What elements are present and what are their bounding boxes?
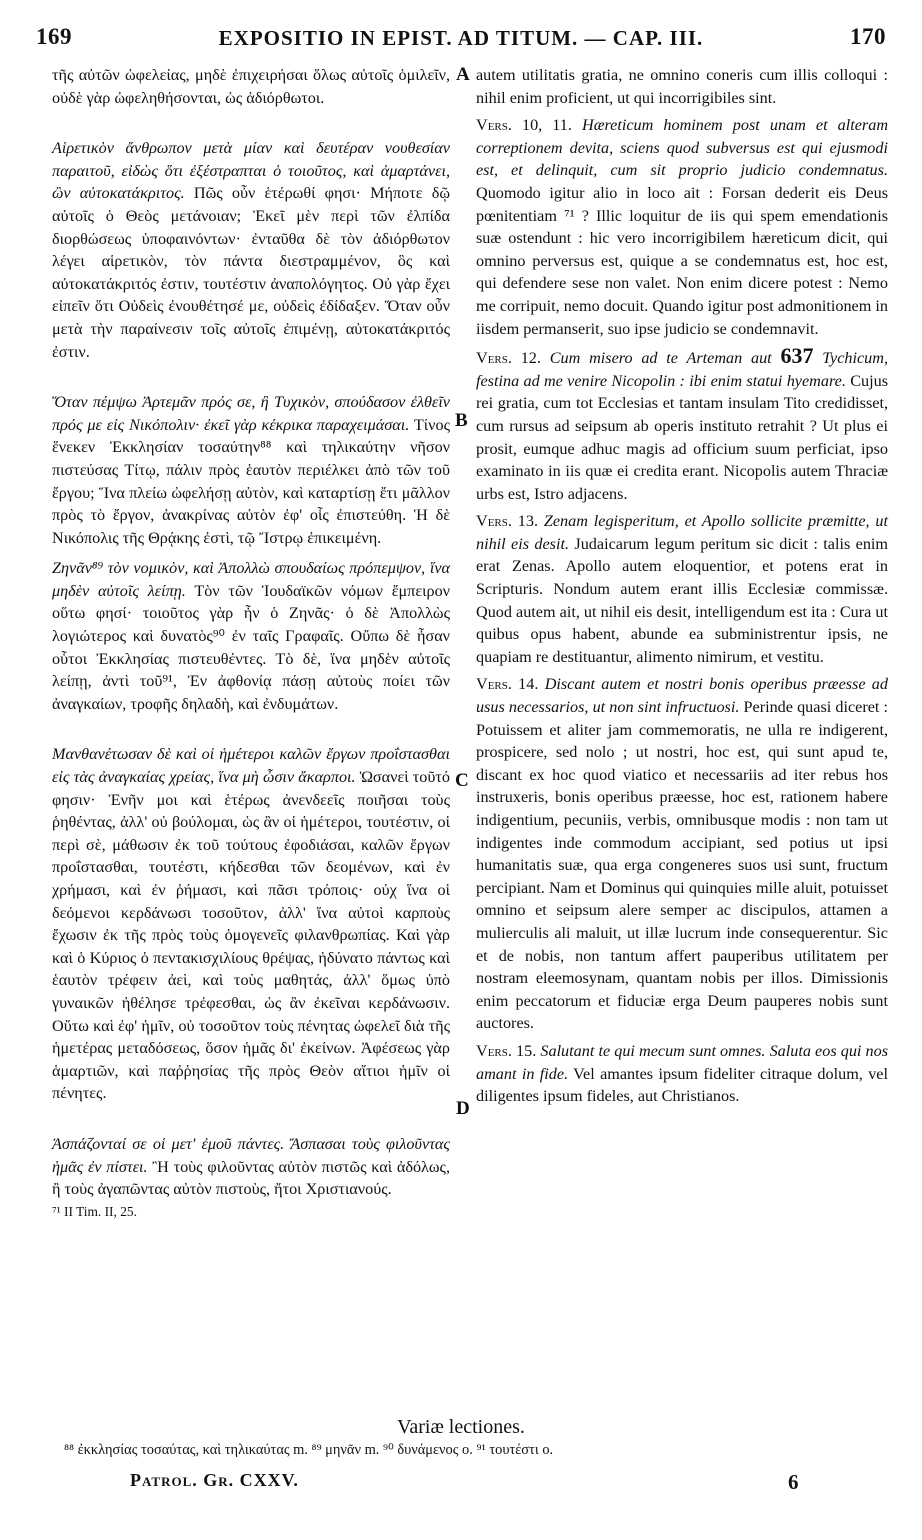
commentary-text: Τίνος ἕνεκεν Ἐκκλησίαν τοσαύτην⁸⁸ καὶ τηλικαύτην νῆσον πιστεύσας Τίτῳ, πάλιν πρὸς ἑαυτὸν περιέλκει ἀπὸ τῶν τοῦ ἔργου; Ἵνα πλείω ὠφελήσῃ αὐτὸν, καὶ καταρτίσῃ ἔτι μᾶλλον πρὸς τὸ ἔργον, ἀνακρίνας αὐτὸν ἐφ' οἷς ἐπιστεύθη. Ἡ δὲ Νικόπολις τῆς Θρᾴκης ἐστὶ, τῷ Ἴστρῳ ἐπικειμένη.: [52, 415, 450, 547]
latin-verse-14: [476, 673, 888, 1035]
greek-paragraph: [52, 391, 450, 549]
variae-lectiones-title: Variæ lectiones.: [397, 1416, 525, 1438]
latin-verse-15: [476, 1040, 888, 1108]
verse-label: Vers. 15.: [476, 1041, 537, 1060]
verse-label: Vers. 12.: [476, 349, 541, 368]
latin-paragraph: autem utilitatis gratia, ne omnino coneris cum illis colloqui : nihil enim proficient, ut qui incorrigibiles sint.: [476, 66, 888, 107]
scripture-lemma: Ὅταν πέμψω Ἀρτεμᾶν πρός σε, ἢ Τυχικὸν, σπούδασον ἐλθεῖν πρός με εἰς Νικόπολιν· ἐκεῖ γὰρ κέκρικα παραχειμάσαι.: [52, 393, 450, 434]
series-footer: Patrol. Gr. CXXV.: [130, 1470, 299, 1490]
scripture-lemma: Ζηνᾶν⁸⁹ τὸν νομικὸν, καὶ Ἀπολλὼ σπουδαίως πρόπεμψον, ἵνα μηδὲν αὐτοῖς λείπῃ.: [52, 559, 450, 600]
greek-paragraph: [52, 137, 450, 363]
verse-label: Vers. 10, 11.: [476, 116, 572, 135]
scripture-lemma: Ἀσπάζονταί σε οἱ μετ' ἐμοῦ πάντες. Ἄσπασαι τοὺς φιλοῦντας ἡμᾶς ἐν πίστει.: [52, 1134, 450, 1176]
commentary-text: Πῶς οὖν ἑτέρωθί φησι· Μήποτε δῷ αὐτοῖς ὁ Θεὸς μετάνοιαν; Ἐκεῖ μὲν περὶ τῶν ἐλπίδα διορθώσεως ὑποφαινόντων· ἐνταῦθα δὲ τὸν ἀδιόρθωτον λέγει αἱρετικὸν, τὸν πάντα διεστραμμένον, ὃς καὶ αὐτοκατάκριτός ἐστιν, τουτέστιν ἀναπολόγητος. Οὐ γὰρ ἔχει εἰπεῖν ὅτι Οὐδεὶς ἐνουθέτησέ με, οὐδεὶς ἐδίδαξεν. Ὅταν οὖν μετὰ τὴν παραίνεσιν τοῖς αὐτοῖς ἐπιμένῃ, αὐτοκατάκριτός ἐστιν.: [52, 184, 450, 361]
left-page-number: 169: [36, 24, 72, 49]
scripture-lemma: Μανθανέτωσαν δὲ καὶ οἱ ἡμέτεροι καλῶν ἔργων προΐστασθαι εἰς τὰς ἀναγκαίας χρείας, ἵνα μὴ ὦσιν ἄκαρποι.: [52, 745, 450, 787]
verse-label: Vers. 13.: [476, 512, 538, 531]
commentary-text: Perinde quasi diceret : Potuissem et aliter jam commemoratis, ne ulla re indigerent, prospicere, sed nolo ; ut nostri, hoc est, qui sunt apud te, discant ex hoc quod viatico et necessariis ad iter rebus hos instruxeris, bonis operibus præesse, hoc est, rationem habere indigentium, pecuniis, verbis, omnibusque modis : non tam ut indigentes inde commodum accipiant, sed potius ut ipsi humanitatis suæ, qua erga congeneres suos usi sunt, fructum percipiant. Nam et Dominus qui quinquies mille aluit, potuisset omnino et seipsum alere semper ac discipulos, attamen a mulierculis ali maluit, ut illæ lucrum inde consequerentur. Sic et de nobis, non tantum affert pauperibus utilitatem per nostram eleemosynam, quantam nobis per illos. Dimissionis enim peccatorum et fiduciæ erga Deum pauperes nobis sunt auctores.: [476, 698, 889, 1033]
commentary-text: Quomodo igitur alio in loco ait : Forsan dederit eis Deus pœnitentiam ⁷¹ ? Illic loquitur de iis qui spem emendationis suæ ostendunt : hic vero incorrigibilem hæreticum dicit, qui omnino perversus est, quique a se condemnatus est, hoc est, qui defendere sese non valet. Non enim dicere potest : Nemo me corripuit, nemo docuit. Quando igitur post admonitionem in iisdem permanserit, suo ipse judicio se condemnavit.: [476, 183, 888, 338]
running-title: EXPOSITIO IN EPIST. AD TITUM. — CAP. III.: [218, 26, 704, 50]
commentary-text: Ὡσανεὶ τοῦτό φησιν· Ἐνῆν μοι καὶ ἑτέρως ἀνενδεεῖς ποιῆσαι τοὺς ῥηθέντας, ἀλλ' οὐ βούλομαι, ὡς ἂν οἱ ἡμέτεροι, τουτέστιν, οἱ περὶ σὲ, μάθωσιν ἐκ τοῦ τούτους ἐφοδιάσαι, καλῶν ἔργων προΐστασθαι, τουτέστι, κήδεσθαι τῶν δεομένων, καὶ ἐν χρήμασι, καὶ ἐν ῥήμασι, καὶ πᾶσι τρόποις· οὐχ ἵνα οἱ δεόμενοι κερδάνωσι τοσοῦτον, ἀλλ' ἵνα αὐτοὶ καρποὺς ἔχωσιν ἐκ τῆς πρὸς τοὺς ὁμογενεῖς φιλανθρωπίας. Καὶ γὰρ καὶ ὁ Κύριος ὁ πεντακισχιλίους θρέψας, ἠδύνατο πάντως καὶ ἑαυτὸν τρέφειν ἀεὶ, καὶ τοὺς μαθητάς, ἀλλ' ὅμως ὑπὸ γυναικῶν ἠθέλησε τρέφεσθαι, ὡς ἂν ἐκεῖναι κερδάνωσιν. Οὕτω καὶ ἐφ' ἡμῖν, οὐ τοσοῦτον τοὺς πένητας ὠφελεῖ διὰ τῆς ἡμετέρας μεταδόσεως, ὅσον ἡμᾶς δι' ἐκείνων. Ἀφέσεως γὰρ ἁμαρτιῶν, καὶ παῤῥησίας τῆς πρὸς Θεὸν αἴτιοι ἡμῖν οἱ πένητες.: [52, 768, 451, 1103]
latin-verse-10: [476, 114, 888, 340]
column-number: 637: [780, 343, 814, 369]
greek-paragraph: [52, 743, 450, 1105]
margin-marker-d: D: [456, 1098, 470, 1119]
scripture-lemma: Αἱρετικὸν ἄνθρωπον μετὰ μίαν καὶ δευτέραν νουθεσίαν παραιτοῦ, εἰδὼς ὅτι ἐξέστραπται ὁ τοιοῦτος, καὶ ἁμαρτάνει, ὢν αὐτοκατάκριτος.: [52, 139, 450, 203]
verse-label: Vers. 14.: [476, 675, 539, 694]
greek-paragraph: τῆς αὐτῶν ὠφελείας, μηδὲ ἐπιχειρήσαι ὅλως αὐτοῖς ὁμιλεῖν, οὐδὲ γὰρ ὠφεληθήσονται, ὡς ἀδιόρθωτοι.: [52, 66, 450, 107]
greek-paragraph: [52, 557, 450, 715]
commentary-text: Ἢ τοὺς φιλοῦντας αὐτὸν πιστῶς καὶ ἀδόλως, ἢ τοὺς ἀγαπῶντας αὐτὸν πιστοὺς, ἤτοι Χριστιανούς.: [52, 1157, 451, 1199]
variae-lectiones-list: ⁸⁸ ἐκκλησίας τοσαύτας, καὶ τηλικαύτας m. ⁸⁹ μηνᾶν m. ⁹⁰ δυνάμενος o. ⁹¹ τουτέστι o.: [64, 1442, 554, 1458]
scripture-lemma: Cum misero ad te Arteman aut: [549, 349, 772, 368]
commentary-text: Judaicarum legum peritum sic dicit : talis enim erat Zenas. Apollo autem eloquentior, et potens erat in Scripturis. Nondum autem erant illis Ecclesiæ commissæ. Quod autem ait, ut nihil eis desit, intelligendum est ita : Cura ut quibus opus habent, abunde ea subministrentur ipsis, ne quapiam re destituantur, alimento nimirum, et vestitu.: [476, 534, 889, 666]
commentary-text: Cujus rei gratia, cum tot Ecclesias et tantam insulam Tito credidisset, cum rursus ad seipsum ab operis instituto retrahit ? Ut plus ei prosit, eumque adhuc magis ad officium suum perficiat, ipso examinato in iis quæ ei credita erant. Nicopolis autem Thraciæ urbs est, Istro adjacens.: [476, 371, 889, 503]
greek-paragraph: [52, 1133, 450, 1201]
margin-marker-b: B: [455, 410, 468, 431]
greek-column: [52, 64, 450, 1223]
signature-mark: 6: [788, 1470, 799, 1494]
footnote-reference: ⁷¹ II Tim. II, 25.: [52, 1203, 137, 1219]
latin-verse-13: [476, 510, 888, 668]
commentary-text: Τὸν τῶν Ἰουδαϊκῶν νόμων ἔμπειρον οὕτω φησί· τοιοῦτος γὰρ ἦν ὁ Ζηνᾶς· ὁ δὲ Ἀπολλὼς λογιώτερος καὶ δυνατὸς⁹⁰ ἐν ταῖς Γραφαῖς. Οὔπω δὲ ἦσαν οὗτοι Ἐκκλησίας πιστευθέντες. Τὸ δὲ, ἵνα μηδὲν αὐτοῖς λείπῃ, ἀντὶ τοῦ⁹¹, Ἐν ἀφθονίᾳ πάσῃ αὐτοὺς ποίει τῶν ἀναγκαίων, τροφῆς δηλαδὴ, καὶ ἐνδυμάτων.: [52, 581, 450, 713]
scripture-lemma: Discant autem et nostri bonis operibus præesse ad usus necessarios, ut non sint infructuosi.: [476, 675, 888, 717]
margin-marker-a: A: [456, 64, 470, 85]
right-page-number: 170: [850, 24, 886, 49]
scripture-lemma: Salutant te qui mecum sunt omnes. Saluta eos qui nos amant in fide.: [476, 1041, 889, 1083]
margin-marker-c: C: [455, 770, 469, 791]
latin-column: [476, 64, 888, 1108]
scripture-lemma: Hæreticum hominem post unam et alteram correptionem devita, sciens quod subversus est qui ejusmodi est, et delinquit, cum sit proprio judicio condemnatus.: [476, 116, 889, 180]
scripture-lemma: Zenam legisperitum, et Apollo sollicite præmitte, ut nihil eis desit.: [476, 512, 888, 553]
latin-verse-12: [476, 345, 888, 505]
commentary-text: Vel amantes ipsum fideliter citraque dolum, vel diligentes ipsum fideles, aut Christianos.: [476, 1064, 888, 1106]
running-header: [36, 24, 886, 58]
scripture-lemma: Tychicum, festina ad me venire Nicopolin : ibi enim statui hyemare.: [476, 349, 889, 390]
